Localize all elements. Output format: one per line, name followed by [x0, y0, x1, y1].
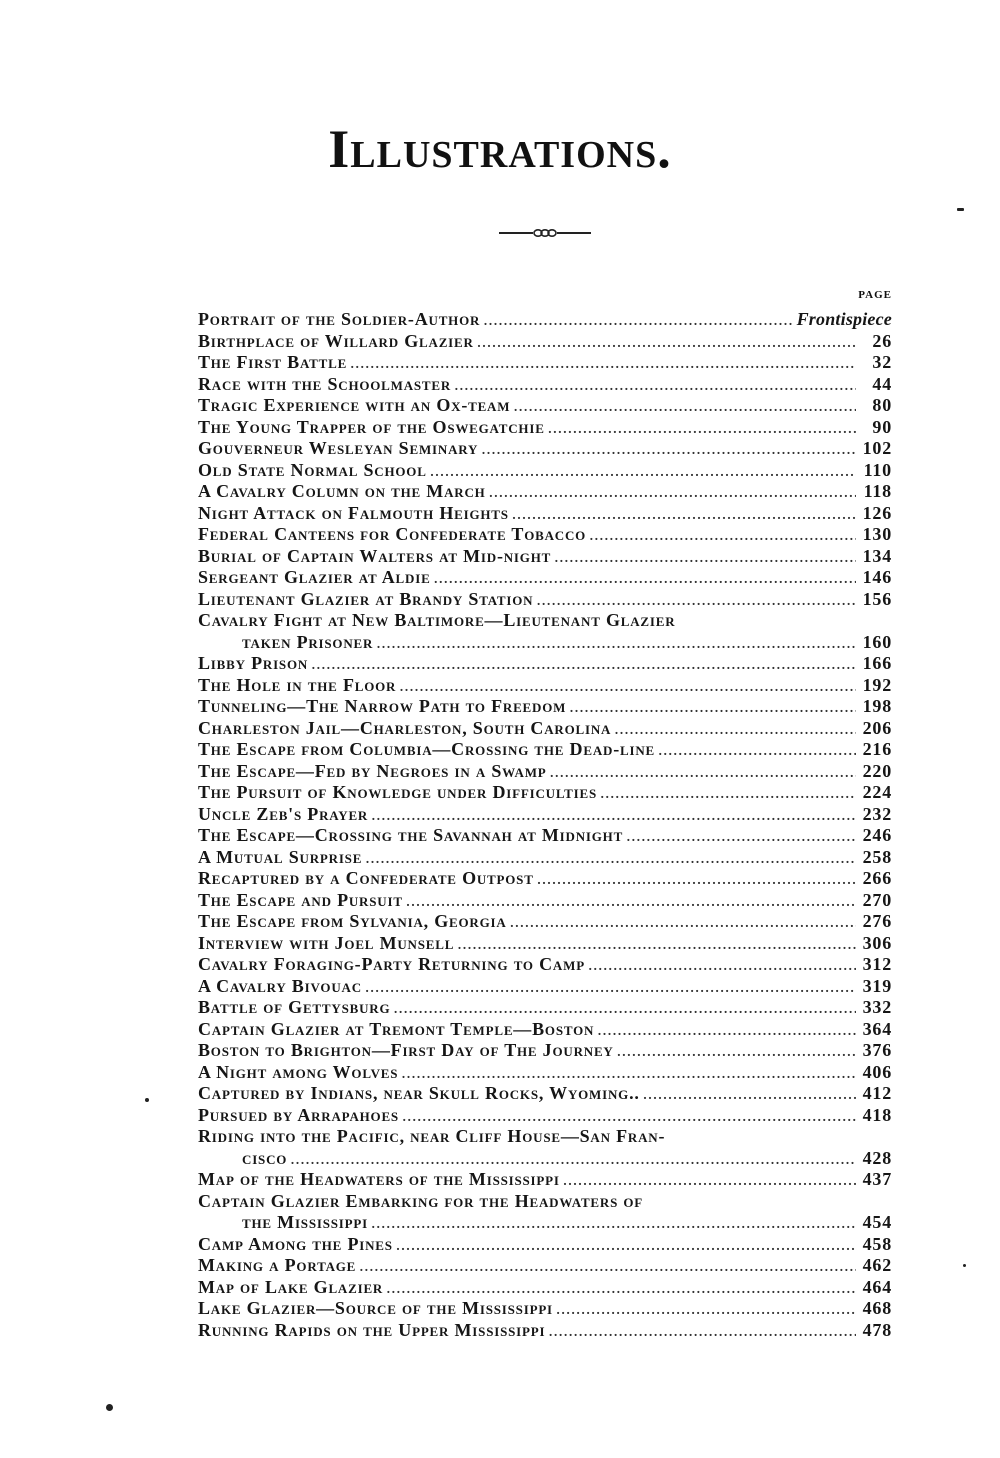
illustration-entry: [198, 438, 892, 460]
dot-leader: [563, 1169, 856, 1191]
page-number: 412: [862, 1083, 892, 1103]
page-number: 437: [862, 1169, 892, 1189]
illustration-entry: [198, 739, 892, 761]
illustrations-list: [198, 309, 892, 1341]
page-number: 224: [862, 782, 892, 802]
illustration-entry: [198, 503, 892, 525]
dot-leader: [457, 933, 856, 955]
page-number: 80: [872, 395, 892, 415]
illustration-title: Map of Lake Glazier: [198, 1276, 384, 1297]
dot-leader: [365, 976, 856, 998]
page-number: 312: [862, 954, 892, 974]
illustration-title: Captain Glazier at Tremont Temple—Boston: [198, 1018, 595, 1039]
illustration-entry: [198, 1083, 892, 1105]
page-number: 306: [862, 932, 892, 953]
illustration-title: Recaptured by a Confederate Outpost: [198, 868, 534, 888]
illustration-title: Captain Glazier Embarking for the Headwaters of: [198, 1190, 644, 1211]
page-number: 458: [862, 1233, 892, 1254]
page-number: 90: [872, 416, 892, 437]
illustration-entry: [198, 1126, 892, 1169]
dot-leader: [626, 825, 856, 847]
margin-mark: [963, 1264, 966, 1267]
dot-leader: [365, 847, 856, 869]
illustration-entry: [198, 696, 892, 718]
illustration-entry: [198, 911, 892, 933]
page-number: 376: [862, 1040, 892, 1060]
illustration-entry: [198, 1298, 892, 1320]
illustration-entry: [198, 352, 892, 374]
illustration-title: Federal Canteens for Confederate Tobacco: [198, 524, 587, 544]
page-column-header: PAGE: [858, 289, 892, 301]
illustration-title: Portrait of the Soldier-Author: [198, 309, 481, 329]
dot-leader: [550, 761, 856, 783]
page-number: 160: [862, 631, 892, 652]
illustration-entry: [198, 395, 892, 417]
illustration-title: Libby Prison: [198, 653, 309, 673]
dot-leader: [290, 1148, 856, 1170]
dot-leader: [402, 1105, 856, 1127]
dot-leader: [376, 632, 856, 654]
page-number: 319: [862, 975, 892, 996]
illustration-entry: [198, 825, 892, 847]
page-number: 118: [863, 481, 892, 501]
illustration-title: Burial of Captain Walters at Mid-night: [198, 545, 552, 566]
illustration-entry: [198, 804, 892, 826]
illustration-title: the Mississippi: [242, 1212, 368, 1232]
page-number: 454: [862, 1212, 892, 1232]
illustration-title: The Escape—Crossing the Savannah at Midnight: [198, 825, 624, 845]
page-number: 156: [862, 588, 892, 609]
illustration-entry: [198, 309, 892, 331]
dot-leader: [597, 1019, 856, 1041]
dot-leader: [548, 1320, 856, 1342]
dot-leader: [536, 589, 856, 611]
page-number: 134: [862, 545, 892, 566]
illustration-title: The Escape and Pursuit: [198, 889, 403, 910]
illustration-title: taken Prisoner: [242, 631, 374, 652]
illustration-title: Old State Normal School: [198, 459, 427, 480]
illustration-entry: [198, 1019, 892, 1041]
dot-leader: [537, 868, 856, 890]
illustration-entry: [198, 976, 892, 998]
margin-mark: [106, 1404, 113, 1411]
illustration-entry: [198, 653, 892, 675]
illustration-entry: [198, 1320, 892, 1342]
illustration-entry: [198, 1191, 892, 1234]
dot-leader: [483, 309, 792, 331]
illustration-entry: [198, 718, 892, 740]
page-title: Illustrations.: [328, 119, 672, 179]
illustration-title: The Escape from Columbia—Crossing the Dead-line: [198, 739, 655, 759]
illustration-title: Camp Among the Pines: [198, 1233, 393, 1254]
illustration-title: Race with the Schoolmaster: [198, 373, 452, 394]
illustration-title: Uncle Zeb's Prayer: [198, 803, 369, 824]
dot-leader: [393, 997, 856, 1019]
illustration-title: Boston to Brighton—First Day of The Journey: [198, 1040, 614, 1060]
page-number: 192: [862, 674, 892, 695]
illustration-entry: [198, 374, 892, 396]
page-number: 464: [862, 1276, 892, 1297]
illustration-title: A Cavalry Bivouac: [198, 975, 362, 996]
illustration-title: Tragic Experience with an Ox-team: [198, 395, 511, 415]
dot-leader: [658, 739, 856, 761]
page-number: 130: [862, 524, 892, 544]
page-number: 468: [862, 1298, 892, 1318]
dot-leader: [556, 1298, 856, 1320]
illustration-title: Cavalry Fight at New Baltimore—Lieutenant Glazier: [198, 610, 676, 630]
illustration-title: Battle of Gettysburg: [198, 997, 391, 1017]
dot-leader: [512, 503, 856, 525]
page-number: 266: [862, 868, 892, 888]
page-number: 276: [862, 911, 892, 931]
illustration-title: Captured by Indians, near Skull Rocks, Wyoming..: [198, 1083, 640, 1103]
page-number: 418: [862, 1104, 892, 1125]
illustration-entry: [198, 1169, 892, 1191]
margin-mark: [145, 1098, 149, 1102]
illustration-title: The Pursuit of Knowledge under Difficulties: [198, 782, 597, 802]
illustration-title: Gouverneur Wesleyan Seminary: [198, 438, 479, 458]
illustration-entry: [198, 1040, 892, 1062]
dot-leader: [548, 417, 856, 439]
page-number: 102: [862, 438, 892, 458]
illustration-entry: [198, 997, 892, 1019]
illustration-entry: [198, 933, 892, 955]
page-number: 166: [862, 653, 892, 673]
page-number: 32: [872, 352, 892, 372]
dot-leader: [554, 546, 856, 568]
illustration-entry: [198, 1062, 892, 1084]
illustration-entry: [198, 1255, 892, 1277]
page-number: 220: [862, 760, 892, 781]
dot-leader: [510, 911, 856, 933]
illustration-entry: [198, 589, 892, 611]
page-number: 232: [862, 803, 892, 824]
dot-leader: [614, 718, 856, 740]
page-number: 146: [862, 567, 892, 587]
dot-leader: [481, 438, 856, 460]
illustration-entry: [198, 1277, 892, 1299]
dot-leader: [569, 696, 856, 718]
page-number: 44: [872, 373, 892, 394]
illustration-title: Pursued by Arrapahoes: [198, 1104, 399, 1125]
dot-leader: [600, 782, 856, 804]
illustration-entry: [198, 782, 892, 804]
page-number: 332: [862, 997, 892, 1017]
illustration-title: Cavalry Foraging-Party Returning to Camp: [198, 954, 585, 974]
page-number: 478: [862, 1319, 892, 1340]
illustration-entry: [198, 417, 892, 439]
illustration-entry: [198, 610, 892, 653]
illustration-entry: [198, 546, 892, 568]
illustration-title: Birthplace of Willard Glazier: [198, 330, 474, 351]
dot-leader: [371, 804, 856, 826]
dot-leader: [617, 1040, 856, 1062]
illustration-title: Lake Glazier—Source of the Mississippi: [198, 1298, 553, 1318]
illustration-title: The Young Trapper of the Oswegatchie: [198, 416, 545, 437]
illustration-entry: [198, 890, 892, 912]
page-number: 110: [863, 459, 892, 480]
dot-leader: [434, 567, 856, 589]
dot-leader: [401, 1062, 856, 1084]
dot-leader: [430, 460, 856, 482]
dot-leader: [643, 1083, 856, 1105]
illustration-title: Riding into the Pacific, near Cliff House—San Fran-: [198, 1126, 666, 1146]
dot-leader: [454, 374, 856, 396]
page-number: Frontispiece: [796, 309, 892, 329]
dot-leader: [350, 352, 856, 374]
illustration-title: A Cavalry Column on the March: [198, 481, 486, 501]
dot-leader: [371, 1212, 856, 1234]
illustration-entry: [198, 1234, 892, 1256]
illustration-title: cisco: [242, 1147, 288, 1168]
illustration-title: Running Rapids on the Upper Mississippi: [198, 1319, 546, 1340]
page-number: 258: [862, 846, 892, 867]
page-number: 246: [862, 825, 892, 845]
illustration-entry: [198, 675, 892, 697]
illustration-entry: [198, 954, 892, 976]
illustration-entry: [198, 331, 892, 353]
page-number: 126: [862, 502, 892, 523]
ornament-divider: [497, 226, 593, 240]
margin-mark: [957, 208, 964, 211]
illustration-title: Making a Portage: [198, 1255, 357, 1275]
illustration-title: Night Attack on Falmouth Heights: [198, 502, 509, 523]
illustration-entry: [198, 847, 892, 869]
illustration-title: Interview with Joel Munsell: [198, 932, 455, 953]
illustration-title: The Escape—Fed by Negroes in a Swamp: [198, 760, 547, 781]
dot-leader: [589, 524, 856, 546]
page-number: 364: [862, 1018, 892, 1039]
illustration-title: A Mutual Surprise: [198, 846, 363, 867]
page-number: 26: [872, 330, 892, 351]
dot-leader: [489, 481, 856, 503]
page-number: 198: [862, 696, 892, 716]
dot-leader: [311, 653, 856, 675]
illustration-title: Tunneling—The Narrow Path to Freedom: [198, 696, 567, 716]
illustration-title: A Night among Wolves: [198, 1061, 399, 1082]
page-number: 216: [862, 739, 892, 759]
dot-leader: [477, 331, 856, 353]
illustration-entry: [198, 460, 892, 482]
illustration-title: Map of the Headwaters of the Mississippi: [198, 1169, 560, 1189]
illustration-title: The Hole in the Floor: [198, 674, 397, 695]
illustration-entry: [198, 761, 892, 783]
page-number: 462: [862, 1255, 892, 1275]
illustration-title: The First Battle: [198, 352, 348, 372]
page-number: 406: [862, 1061, 892, 1082]
illustration-entry: [198, 868, 892, 890]
page-number: 428: [862, 1147, 892, 1168]
illustration-title: The Escape from Sylvania, Georgia: [198, 911, 507, 931]
illustration-entry: [198, 481, 892, 503]
illustration-entry: [198, 1105, 892, 1127]
illustration-title: Lieutenant Glazier at Brandy Station: [198, 588, 534, 609]
dot-leader: [513, 395, 856, 417]
dot-leader: [359, 1255, 856, 1277]
dot-leader: [399, 675, 856, 697]
illustration-title: Charleston Jail—Charleston, South Carolina: [198, 717, 612, 738]
page-number: 206: [862, 717, 892, 738]
illustration-title: Sergeant Glazier at Aldie: [198, 567, 431, 587]
illustration-entry: [198, 524, 892, 546]
dot-leader: [588, 954, 856, 976]
dot-leader: [386, 1277, 856, 1299]
page-number: 270: [862, 889, 892, 910]
dot-leader: [396, 1234, 856, 1256]
dot-leader: [406, 890, 856, 912]
illustration-entry: [198, 567, 892, 589]
